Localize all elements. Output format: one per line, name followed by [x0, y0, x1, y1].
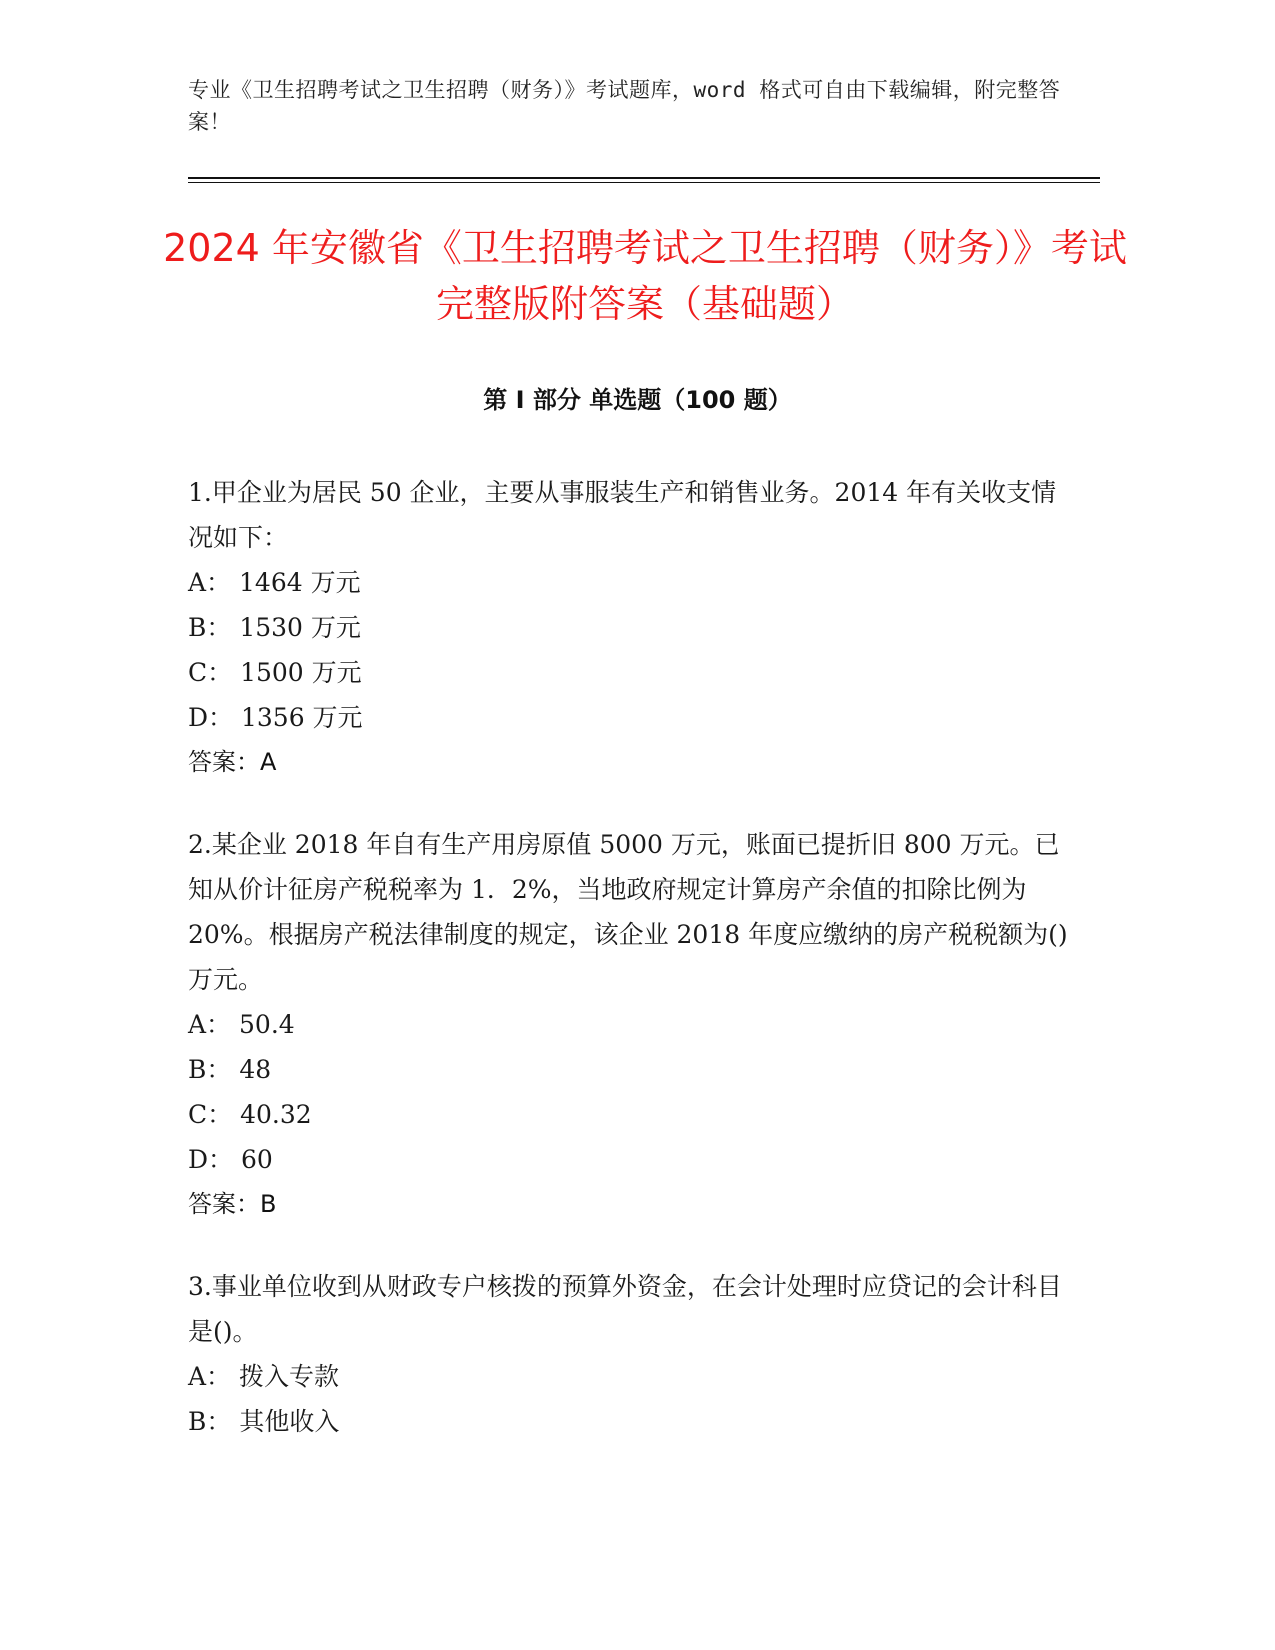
option-b: B： 48: [188, 1055, 272, 1084]
document-title: 2024 年安徽省《卫生招聘考试之卫生招聘（财务）》考试完整版附答案（基础题）: [163, 226, 1127, 326]
option-c: C： 1500 万元: [188, 658, 362, 687]
question-stem: 1.甲企业为居民 50 企业，主要从事服装生产和销售业务。2014 年有关收支情况如下：: [188, 478, 1057, 552]
section-heading: 第 I 部分 单选题（100 题）: [483, 386, 792, 414]
option-a: A： 拨入专款: [188, 1362, 340, 1391]
option-a: A： 50.4: [188, 1010, 295, 1039]
header-divider-thin: [188, 182, 1100, 183]
question-list: [188, 470, 1068, 1481]
option-c: C： 40.32: [188, 1100, 312, 1129]
question-stem: 2.某企业 2018 年自有生产用房原值 5000 万元，账面已提折旧 800 万元。已知从价计征房产税税率为 1．2%，当地政府规定计算房产余值的扣除比例为 20%。根据房产税法律制度的规定，该企业 2018 年度应缴纳的房产税税额为()万元。: [188, 830, 1068, 994]
option-a: A： 1464 万元: [188, 568, 361, 597]
option-d: D： 1356 万元: [188, 703, 363, 732]
question-3: [188, 1264, 1068, 1444]
question-1: [188, 470, 1068, 785]
header-divider-thick: [188, 177, 1100, 179]
header-note: 专业《卫生招聘考试之卫生招聘（财务）》考试题库，word 格式可自由下载编辑，附完整答案！: [188, 78, 1061, 134]
question-stem: 3.事业单位收到从财政专户核拨的预算外资金，在会计处理时应贷记的会计科目是()。: [188, 1272, 1062, 1346]
answer-label: 答案：A: [188, 748, 277, 776]
option-d: D： 60: [188, 1145, 273, 1174]
option-b: B： 其他收入: [188, 1407, 340, 1436]
question-2: [188, 822, 1068, 1227]
answer-label: 答案：B: [188, 1190, 277, 1218]
option-b: B： 1530 万元: [188, 613, 361, 642]
